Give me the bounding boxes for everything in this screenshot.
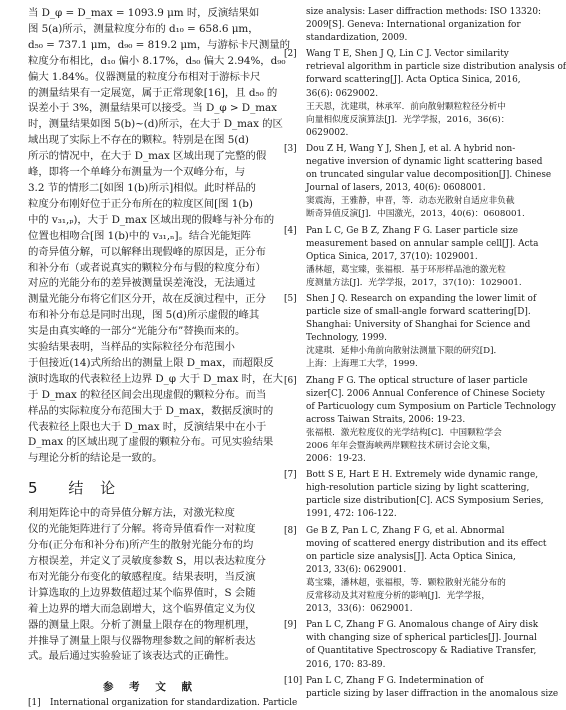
text-line: 式。最后通过实验验证了该表达式的正确性。 bbox=[28, 650, 235, 663]
reference-item bbox=[284, 525, 547, 617]
text-line: D_max 的区域出现了虚假的颗粒分布。可见实验结果 bbox=[28, 436, 274, 449]
reference-line: on truncated singular value decomposition[J]. Chinese bbox=[306, 170, 552, 181]
body-paragraph-results bbox=[28, 6, 290, 340]
reference-item-continued bbox=[284, 6, 541, 45]
reference-number: [9] bbox=[284, 620, 297, 631]
reference-item bbox=[284, 48, 566, 140]
reference-item bbox=[284, 375, 556, 467]
text-line: 代表粒径上限也大于 D_max 时，反演结果中在小于 bbox=[28, 420, 267, 433]
reference-number: [7] bbox=[284, 470, 297, 481]
text-line: 演时选取的代表粒径上边界 D_φ 大于 D_max 时，在大 bbox=[28, 372, 283, 385]
reference-line: 张福根．激光粒度仪的光学结构[C]．中国颗粒学会 bbox=[306, 427, 502, 438]
reference-line: 2006：19-23. bbox=[306, 454, 366, 465]
text-line: 时，测量结果如图 5(b)~(d)所示，在大于 D_max 的区 bbox=[28, 118, 283, 131]
reference-line: retrieval algorithm in particle size distribution analysis of bbox=[306, 62, 566, 73]
reference-item bbox=[284, 293, 537, 372]
text-line: 方根误差，并定义了灵敏度参数 S，用以表达粒度分 bbox=[28, 555, 266, 567]
reference-line: Shanghai: University of Shanghai for Science and bbox=[306, 320, 531, 331]
text-line: 3.2 节的情形二[如图 1(b)所示]相似。此时样品的 bbox=[28, 181, 256, 194]
reference-line: 上海：上海理工大学，1999. bbox=[306, 359, 418, 370]
reference-line: of Quantitative Spectroscopy & Radiative Transfer, bbox=[306, 646, 537, 657]
text-line: 着上边界的增大而急剧增大，这个临界值定义为仪 bbox=[28, 602, 256, 615]
reference-number: [1] bbox=[28, 698, 41, 709]
reference-item bbox=[28, 697, 298, 710]
text-line: 利用矩阵论中的奇异值分解方法，对激光粒度 bbox=[28, 507, 235, 520]
reference-line: 0629002. bbox=[306, 127, 349, 138]
reference-line: 王天恩，沈建琪，林承军．前向散射颗粒粒径分析中 bbox=[306, 101, 506, 112]
text-line: 粒度分布刚好位于正分布所在的粒度区间[图 1(b) bbox=[28, 197, 253, 210]
text-line: standardization, 2009. bbox=[306, 33, 408, 44]
text-line: 仪的光能矩阵进行了分解。将奇异值看作一对粒度 bbox=[28, 523, 256, 536]
reference-line: 2013，33(6)：0629001. bbox=[306, 604, 413, 615]
reference-line: with changing size of spherical particles[J]. Journal bbox=[306, 633, 537, 644]
reference-item bbox=[284, 675, 559, 701]
text-line: 计算选取的上边界数值超过某个临界值时，S 会随 bbox=[28, 586, 256, 599]
reference-line: Pan L C, Ge B Z, Zhang F G. Laser particle size bbox=[306, 225, 519, 236]
text-line: 位置也相吻合[图 1(b)中的 v₃₁,ₙ]。结合光能矩阵 bbox=[28, 229, 251, 242]
text-line: 当 D_φ = D_max = 1093.9 μm 时，反演结果如 bbox=[28, 7, 260, 19]
text-line: 对应的光能分布的差异被测量误差淹没，无法通过 bbox=[28, 277, 256, 290]
reference-line: of Particuology cum Symposium on Particle Technology bbox=[306, 401, 556, 412]
reference-line: 2006 年年会暨海峡两岸颗粒技术研讨会论文集， bbox=[306, 441, 496, 451]
text-line: d₅₀ = 737.1 μm，d₉₀ = 819.2 μm，与游标卡尺测量的 bbox=[28, 38, 290, 51]
text-line: 域出现了实际上不存在的颗粒。特别是在图 5(d) bbox=[28, 134, 249, 147]
reference-number: [5] bbox=[284, 293, 297, 304]
reference-line: International organization for standardization. Particle bbox=[50, 698, 298, 709]
reference-line: Wang T E, Shen J Q, Lin C J. Vector similarity bbox=[306, 49, 509, 60]
reference-number: [10] bbox=[284, 675, 303, 686]
right-column bbox=[284, 6, 566, 701]
reference-line: 葛宝臻，潘林超，张福根，等．颗粒散射光能分布的 bbox=[306, 577, 506, 588]
reference-item bbox=[284, 225, 539, 290]
reference-line: Optica Sinica, 2017, 37(10): 1029001. bbox=[306, 251, 478, 262]
references-heading: 参 考 文 献 bbox=[103, 681, 198, 694]
text-line: 中的 v₃₁,ₚ)，大于 D_max 区域出现的假峰与补分布的 bbox=[28, 213, 275, 226]
reference-line: on particle size analysis[J]. Acta Optica Sinica, bbox=[306, 551, 516, 562]
reference-line: measurement based on annular sample cell[J]. Acta bbox=[306, 238, 539, 249]
text-line: 于但接近(14)式所给出的测量上限 D_max，而超限反 bbox=[28, 356, 274, 369]
reference-item bbox=[284, 619, 539, 671]
text-line: 峰，即将一个单峰分布测量为一个双峰分布，与 bbox=[28, 166, 246, 179]
reference-line: Shen J Q. Research on expanding the lower limit of bbox=[306, 293, 537, 304]
text-line: size analysis: Laser diffraction methods: ISO 13320: bbox=[306, 7, 541, 17]
reference-line: 1991, 472: 106-122. bbox=[306, 509, 397, 520]
text-line: 2009[S]. Geneva: International organization for bbox=[306, 20, 521, 31]
reference-line: 2013, 33(6): 0629001. bbox=[306, 564, 407, 575]
text-line: 实是由真实峰的一部分“光能分布”替换而来的。 bbox=[28, 325, 246, 338]
text-line: 并推导了测量上限与仪器物理参数之间的解析表达 bbox=[28, 634, 256, 647]
reference-line: 断奇异值反演[J]．中国激光，2013，40(6)：0608001. bbox=[306, 209, 525, 220]
text-line: 样品的实际粒度分布范围大于 D_max，数据反演时的 bbox=[28, 404, 274, 417]
reference-line: particle sizing by laser diffraction in the anomalous size bbox=[306, 688, 559, 699]
text-line: 布和补分布总是同时出现，图 5(d)所示虚假的峰其 bbox=[28, 309, 260, 322]
reference-line: 向量相似度反演算法[J]．光学学报，2016，36(6)： bbox=[306, 114, 510, 125]
text-line: 粒度分布相比，d₁₀ 偏小 8.17%，d₅₀ 偏大 2.94%，d₉₀ bbox=[28, 54, 286, 67]
reference-line: high-resolution particle sizing by light scattering, bbox=[306, 483, 530, 494]
reference-number: [3] bbox=[284, 143, 297, 154]
reference-line: Journal of lasers, 2013, 40(6): 0608001. bbox=[306, 183, 486, 194]
text-line: 于 D_max 的粒径区间会出现虚假的颗粒分布。而当 bbox=[28, 388, 267, 401]
text-line: 和补分布（或者说真实的颗粒分布与假的粒度分布） bbox=[28, 261, 266, 274]
reference-line: 反常移动及其对粒度分析的影响[J]．光学学报， bbox=[306, 591, 491, 602]
reference-line: Technology, 1999. bbox=[306, 333, 387, 344]
reference-line: Ge B Z, Pan L C, Zhang F G, et al. Abnormal bbox=[306, 525, 505, 536]
text-line: 器的测量上限。分析了测量上限存在的物理机理， bbox=[28, 618, 256, 631]
reference-line: 度测量方法[J]．光学学报，2017，37(10)：1029001. bbox=[306, 277, 522, 288]
reference-number: [4] bbox=[284, 225, 297, 236]
text-line: 分布(正分布和补分布)所产生的散射光能分布的均 bbox=[28, 539, 254, 552]
body-paragraph-conclusion-of-experiment bbox=[28, 340, 283, 467]
text-line: 测量光能分布将它们区分开，故在反演过程中，正分 bbox=[28, 293, 266, 306]
reference-line: Bott S E, Hart E H. Extremely wide dynamic range, bbox=[306, 470, 539, 481]
reference-line: Pan L C, Zhang F G. Anomalous change of Airy disk bbox=[306, 620, 539, 631]
section-title: 结 论 bbox=[68, 479, 122, 498]
text-line: 的奇异值分解，可以解释出现假峰的原因是，正分布 bbox=[28, 245, 266, 258]
reference-line: moving of scattered energy distribution and its effect bbox=[306, 538, 547, 549]
text-line: 图 5(a)所示，测量粒度分布的 d₁₀ = 658.6 μm， bbox=[28, 22, 259, 35]
reference-line: 沈建琪．延伸小角前向散射法测量下限的研究[D]． bbox=[306, 346, 503, 357]
reference-line: forward scattering[J]. Acta Optica Sinica, 2016, bbox=[306, 75, 521, 86]
text-line: 实验结果表明，当样品的实际粒径分布范围小 bbox=[28, 341, 235, 354]
text-line: 的测量结果有一定展宽，属于正常现象[16]，且 d₅₀ 的 bbox=[28, 86, 278, 99]
reference-line: 2016, 170: 83-89. bbox=[306, 659, 386, 670]
reference-line: particle size of small-angle forward scattering[D]. bbox=[306, 307, 531, 318]
reference-item bbox=[284, 469, 544, 521]
text-line: 偏大 1.84%。仪器测量的粒度分布相对于游标卡尺 bbox=[28, 70, 261, 83]
text-line: 误差小于 3%，测量结果可以接受。当 D_φ > D_max bbox=[28, 102, 277, 115]
reference-line: Pan L C, Zhang F G. Indetermination of bbox=[306, 675, 484, 686]
body-paragraph-conclusion bbox=[28, 506, 273, 665]
text-line: 与理论分析的结论是一致的。 bbox=[28, 452, 163, 465]
reference-line: particle size distribution[C]. ACS Symposium Series, bbox=[306, 496, 544, 507]
text-line: 所示的情况中，在大于 D_max 区域出现了完整的假 bbox=[28, 150, 267, 163]
reference-line: 窦震海，王雅静，申晋，等．动态光散射自适应非负截 bbox=[306, 196, 515, 207]
reference-line: across Taiwan Straits, 2006: 19-23. bbox=[306, 414, 466, 425]
reference-item bbox=[284, 143, 552, 222]
reference-line: sizer[C]. 2006 Annual Conference of Chinese Society bbox=[306, 388, 545, 399]
section-heading bbox=[28, 477, 273, 498]
left-column bbox=[28, 6, 298, 710]
reference-line: negative inversion of dynamic light scattering based bbox=[306, 157, 543, 168]
section-number: 5 bbox=[28, 479, 44, 498]
reference-number: [2] bbox=[284, 49, 297, 60]
text-line: 布对光能分布变化的敏感程度。结果表明，当反演 bbox=[28, 570, 256, 583]
reference-line: Zhang F G. The optical structure of laser particle bbox=[306, 375, 528, 386]
reference-line: Dou Z H, Wang Y J, Shen J, et al. A hybrid non- bbox=[306, 143, 516, 154]
reference-number: [6] bbox=[284, 375, 297, 386]
reference-line: 潘林超，葛宝臻，张福根．基于环形样品池的激光粒 bbox=[306, 264, 506, 275]
reference-line: 36(6): 0629002. bbox=[306, 88, 379, 99]
references-list bbox=[284, 48, 566, 701]
reference-number: [8] bbox=[284, 525, 297, 536]
